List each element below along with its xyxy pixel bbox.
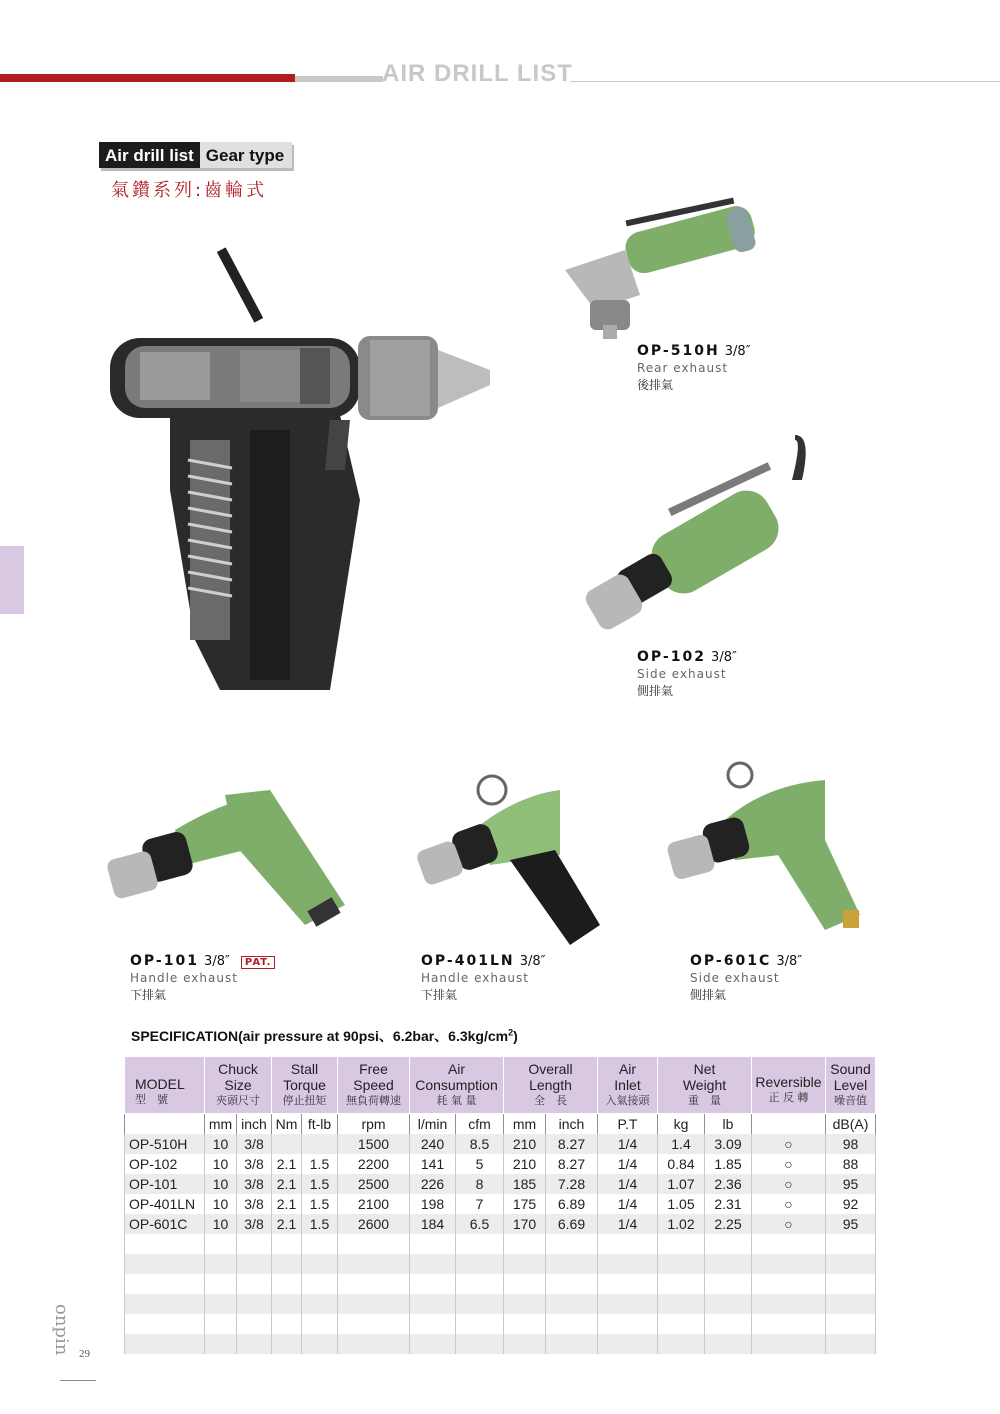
table-row bbox=[125, 1214, 876, 1234]
op-510h-caption bbox=[637, 340, 751, 393]
spec-cell: 3/8 bbox=[237, 1194, 272, 1214]
spec-cell: 175 bbox=[504, 1194, 546, 1214]
op-102-caption bbox=[637, 646, 737, 699]
op-102-size: 3/8″ bbox=[711, 650, 737, 665]
spec-cell bbox=[272, 1134, 302, 1154]
table-row bbox=[125, 1174, 876, 1194]
spec-cell: 10 bbox=[205, 1154, 237, 1174]
header-chuck-en2: Size bbox=[224, 1077, 252, 1093]
empty-cell bbox=[658, 1254, 705, 1274]
header-red-bar bbox=[0, 74, 295, 82]
empty-cell bbox=[705, 1274, 752, 1294]
header-sound bbox=[826, 1057, 876, 1114]
empty-cell bbox=[752, 1234, 826, 1254]
empty-cell bbox=[338, 1314, 410, 1334]
spec-cell: ○ bbox=[752, 1154, 826, 1174]
empty-cell bbox=[456, 1254, 504, 1274]
header-inlet-en2: Inlet bbox=[614, 1077, 641, 1093]
header-model bbox=[125, 1057, 205, 1114]
unit-cell bbox=[752, 1114, 826, 1135]
header-sound-en1: Sound bbox=[830, 1061, 871, 1077]
op-601c-model: OP-601C bbox=[690, 953, 772, 969]
empty-cell bbox=[598, 1274, 658, 1294]
spec-title-end: ) bbox=[513, 1028, 518, 1044]
spec-table bbox=[124, 1056, 876, 1354]
op-401ln-image bbox=[410, 765, 610, 950]
empty-cell bbox=[338, 1294, 410, 1314]
op-102-image bbox=[580, 430, 820, 640]
svg-text:onpin: onpin bbox=[51, 1304, 72, 1356]
spec-title-main: SPECIFICATION(air pressure at 90psi、6.2bar、6.3kg/cm bbox=[131, 1028, 509, 1044]
spec-cell: 240 bbox=[410, 1134, 456, 1154]
table-row bbox=[125, 1134, 876, 1154]
spec-cell: ○ bbox=[752, 1134, 826, 1154]
empty-cell bbox=[546, 1234, 598, 1254]
empty-cell bbox=[752, 1294, 826, 1314]
empty-row bbox=[125, 1314, 876, 1334]
empty-cell bbox=[456, 1314, 504, 1334]
spec-cell: 1/4 bbox=[598, 1174, 658, 1194]
op-101-image bbox=[105, 785, 355, 935]
spec-cell: 1500 bbox=[338, 1134, 410, 1154]
header-reversible-en: Reversible bbox=[755, 1074, 822, 1090]
spec-cell: 10 bbox=[205, 1134, 237, 1154]
spec-cell: ○ bbox=[752, 1194, 826, 1214]
empty-cell bbox=[504, 1294, 546, 1314]
unit-cell: mm bbox=[504, 1114, 546, 1135]
empty-cell bbox=[705, 1294, 752, 1314]
op-401ln-exhaust-en: Handle exhaust bbox=[421, 971, 529, 985]
empty-row bbox=[125, 1334, 876, 1354]
header-rule bbox=[570, 81, 1000, 82]
empty-cell bbox=[546, 1274, 598, 1294]
header-sound-en2: Level bbox=[833, 1077, 868, 1093]
op-601c-size: 3/8″ bbox=[776, 954, 803, 969]
spec-cell: 6.69 bbox=[546, 1214, 598, 1234]
empty-cell bbox=[272, 1334, 302, 1354]
empty-cell bbox=[237, 1234, 272, 1254]
spec-header-row bbox=[125, 1057, 876, 1114]
op-601c-caption bbox=[690, 950, 802, 1003]
section-label bbox=[99, 142, 292, 168]
op-601c-exhaust-cn: 側排氣 bbox=[690, 988, 727, 1002]
spec-cell: 2.1 bbox=[272, 1194, 302, 1214]
op-510h-image bbox=[555, 190, 765, 340]
cutaway-drill-image bbox=[100, 240, 500, 700]
empty-cell bbox=[826, 1254, 876, 1274]
spec-cell: 2500 bbox=[338, 1174, 410, 1194]
unit-cell: mm bbox=[205, 1114, 237, 1135]
empty-cell bbox=[658, 1274, 705, 1294]
spec-cell: 1.05 bbox=[658, 1194, 705, 1214]
empty-cell bbox=[504, 1274, 546, 1294]
empty-cell bbox=[705, 1334, 752, 1354]
empty-cell bbox=[705, 1254, 752, 1274]
spec-cell: 3/8 bbox=[237, 1174, 272, 1194]
spec-cell: 2100 bbox=[338, 1194, 410, 1214]
empty-row bbox=[125, 1234, 876, 1254]
empty-cell bbox=[125, 1274, 205, 1294]
empty-cell bbox=[826, 1314, 876, 1334]
spec-cell: 1.02 bbox=[658, 1214, 705, 1234]
empty-cell bbox=[302, 1234, 338, 1254]
empty-cell bbox=[205, 1334, 237, 1354]
empty-cell bbox=[598, 1314, 658, 1334]
empty-cell bbox=[410, 1254, 456, 1274]
spec-cell: 184 bbox=[410, 1214, 456, 1234]
spec-cell: 2.1 bbox=[272, 1154, 302, 1174]
unit-cell: ft-lb bbox=[302, 1114, 338, 1135]
header-inlet-en1: Air bbox=[618, 1061, 637, 1077]
spec-cell: 3/8 bbox=[237, 1134, 272, 1154]
header-weight-en2: Weight bbox=[682, 1077, 727, 1093]
spec-cell: 2200 bbox=[338, 1154, 410, 1174]
spec-cell bbox=[302, 1134, 338, 1154]
model-cell: OP-102 bbox=[125, 1154, 205, 1174]
unit-cell: rpm bbox=[338, 1114, 410, 1135]
section-label-light: Gear type bbox=[200, 142, 292, 168]
header-weight-en1: Net bbox=[693, 1061, 716, 1077]
op-102-model: OP-102 bbox=[637, 649, 706, 665]
spec-title bbox=[131, 1026, 518, 1046]
empty-cell bbox=[237, 1294, 272, 1314]
spec-cell: 1/4 bbox=[598, 1194, 658, 1214]
empty-cell bbox=[338, 1334, 410, 1354]
empty-cell bbox=[456, 1274, 504, 1294]
empty-cell bbox=[272, 1314, 302, 1334]
spec-cell: 3/8 bbox=[237, 1154, 272, 1174]
spec-cell: 95 bbox=[826, 1214, 876, 1234]
header-length-cn: 全 長 bbox=[534, 1094, 567, 1107]
op-101-model: OP-101 bbox=[130, 953, 199, 969]
empty-row bbox=[125, 1274, 876, 1294]
empty-cell bbox=[598, 1234, 658, 1254]
op-510h-model: OP-510H bbox=[637, 343, 720, 359]
unit-cell: cfm bbox=[456, 1114, 504, 1135]
page-number: 29 bbox=[79, 1348, 90, 1360]
unit-cell: inch bbox=[237, 1114, 272, 1135]
spec-cell: 8.27 bbox=[546, 1154, 598, 1174]
empty-cell bbox=[272, 1274, 302, 1294]
op-101-exhaust-en: Handle exhaust bbox=[130, 971, 238, 985]
spec-cell: 10 bbox=[205, 1214, 237, 1234]
table-row bbox=[125, 1154, 876, 1174]
empty-cell bbox=[504, 1254, 546, 1274]
spec-cell: 198 bbox=[410, 1194, 456, 1214]
empty-cell bbox=[125, 1314, 205, 1334]
spec-cell: 141 bbox=[410, 1154, 456, 1174]
header-model-cn: 型 號 bbox=[135, 1093, 168, 1106]
empty-cell bbox=[125, 1294, 205, 1314]
empty-cell bbox=[546, 1294, 598, 1314]
header-chuck bbox=[205, 1057, 272, 1114]
spec-cell: 7.28 bbox=[546, 1174, 598, 1194]
empty-cell bbox=[237, 1254, 272, 1274]
empty-cell bbox=[205, 1314, 237, 1334]
spec-cell: 3/8 bbox=[237, 1214, 272, 1234]
header-chuck-en1: Chuck bbox=[218, 1061, 258, 1077]
empty-cell bbox=[205, 1294, 237, 1314]
spec-cell: 10 bbox=[205, 1194, 237, 1214]
spec-cell: 98 bbox=[826, 1134, 876, 1154]
empty-cell bbox=[410, 1334, 456, 1354]
empty-cell bbox=[504, 1334, 546, 1354]
header-inlet bbox=[598, 1057, 658, 1114]
spec-cell: ○ bbox=[752, 1214, 826, 1234]
empty-cell bbox=[658, 1314, 705, 1334]
empty-cell bbox=[410, 1314, 456, 1334]
header-weight-cn: 重 量 bbox=[688, 1094, 721, 1107]
header-speed-en1: Free bbox=[359, 1061, 388, 1077]
spec-cell: 2.25 bbox=[705, 1214, 752, 1234]
header-inlet-cn: 入氣接頭 bbox=[605, 1094, 650, 1107]
spec-cell: 92 bbox=[826, 1194, 876, 1214]
empty-cell bbox=[752, 1274, 826, 1294]
op-101-size: 3/8″ bbox=[204, 954, 230, 969]
empty-cell bbox=[598, 1294, 658, 1314]
spec-cell: 1.85 bbox=[705, 1154, 752, 1174]
spec-cell: 226 bbox=[410, 1174, 456, 1194]
spec-cell: 1.07 bbox=[658, 1174, 705, 1194]
unit-cell: P.T bbox=[598, 1114, 658, 1135]
header-air-en1: Air bbox=[447, 1061, 466, 1077]
unit-cell: dB(A) bbox=[826, 1114, 876, 1135]
spec-cell: 2.36 bbox=[705, 1174, 752, 1194]
empty-cell bbox=[705, 1314, 752, 1334]
header-air-cn: 耗 氣 量 bbox=[436, 1094, 477, 1107]
spec-cell: 170 bbox=[504, 1214, 546, 1234]
header-gray-bar bbox=[295, 76, 383, 82]
header-torque bbox=[272, 1057, 338, 1114]
op-401ln-caption bbox=[421, 950, 545, 1003]
op-101-exhaust-cn: 下排氣 bbox=[130, 988, 167, 1002]
header-length bbox=[504, 1057, 598, 1114]
empty-cell bbox=[504, 1314, 546, 1334]
op-102-exhaust-cn: 側排氣 bbox=[637, 684, 674, 698]
empty-cell bbox=[125, 1254, 205, 1274]
spec-cell: 8.27 bbox=[546, 1134, 598, 1154]
spec-cell: 7 bbox=[456, 1194, 504, 1214]
header-chuck-cn: 夾頭尺寸 bbox=[216, 1094, 260, 1107]
empty-cell bbox=[205, 1254, 237, 1274]
units-row bbox=[125, 1114, 876, 1135]
patent-badge: PAT. bbox=[241, 956, 275, 969]
empty-cell bbox=[302, 1334, 338, 1354]
empty-cell bbox=[205, 1274, 237, 1294]
unit-cell: lb bbox=[705, 1114, 752, 1135]
op-601c-image bbox=[665, 760, 875, 935]
empty-cell bbox=[237, 1314, 272, 1334]
spec-cell: 2600 bbox=[338, 1214, 410, 1234]
empty-cell bbox=[546, 1314, 598, 1334]
spec-cell: 2.31 bbox=[705, 1194, 752, 1214]
spec-cell: 5 bbox=[456, 1154, 504, 1174]
spec-cell: 185 bbox=[504, 1174, 546, 1194]
empty-cell bbox=[598, 1334, 658, 1354]
units-spacer bbox=[125, 1114, 205, 1135]
spec-cell: 6.5 bbox=[456, 1214, 504, 1234]
header-length-en2: Length bbox=[529, 1077, 572, 1093]
model-cell: OP-101 bbox=[125, 1174, 205, 1194]
empty-cell bbox=[658, 1234, 705, 1254]
spec-cell: 210 bbox=[504, 1154, 546, 1174]
model-cell: OP-601C bbox=[125, 1214, 205, 1234]
header-reversible-cn: 正 反 轉 bbox=[768, 1091, 809, 1104]
op-401ln-size: 3/8″ bbox=[519, 954, 546, 969]
empty-cell bbox=[752, 1314, 826, 1334]
empty-cell bbox=[456, 1234, 504, 1254]
empty-cell bbox=[410, 1234, 456, 1254]
empty-cell bbox=[456, 1334, 504, 1354]
header-torque-cn: 停止扭矩 bbox=[282, 1094, 327, 1107]
empty-cell bbox=[272, 1294, 302, 1314]
empty-cell bbox=[752, 1254, 826, 1274]
empty-cell bbox=[658, 1334, 705, 1354]
unit-cell: kg bbox=[658, 1114, 705, 1135]
unit-cell: inch bbox=[546, 1114, 598, 1135]
empty-cell bbox=[338, 1274, 410, 1294]
op-102-exhaust-en: Side exhaust bbox=[637, 667, 727, 681]
empty-cell bbox=[338, 1254, 410, 1274]
header-model-en: MODEL bbox=[135, 1076, 185, 1092]
model-cell: OP-401LN bbox=[125, 1194, 205, 1214]
empty-cell bbox=[302, 1294, 338, 1314]
empty-cell bbox=[237, 1334, 272, 1354]
spec-cell: 6.89 bbox=[546, 1194, 598, 1214]
empty-cell bbox=[705, 1234, 752, 1254]
spec-cell: 1.5 bbox=[302, 1194, 338, 1214]
side-tab bbox=[0, 546, 24, 614]
empty-cell bbox=[338, 1234, 410, 1254]
spec-cell: 10 bbox=[205, 1174, 237, 1194]
empty-cell bbox=[302, 1274, 338, 1294]
empty-cell bbox=[410, 1294, 456, 1314]
empty-cell bbox=[272, 1254, 302, 1274]
spec-body bbox=[125, 1114, 876, 1355]
empty-cell bbox=[125, 1334, 205, 1354]
unit-cell: l/min bbox=[410, 1114, 456, 1135]
header-air bbox=[410, 1057, 504, 1114]
spec-cell: 2.1 bbox=[272, 1214, 302, 1234]
empty-cell bbox=[272, 1234, 302, 1254]
empty-cell bbox=[205, 1234, 237, 1254]
op-510h-size: 3/8″ bbox=[724, 344, 751, 359]
op-601c-exhaust-en: Side exhaust bbox=[690, 971, 780, 985]
header-speed bbox=[338, 1057, 410, 1114]
page-title: AIR DRILL LIST bbox=[382, 60, 573, 87]
empty-cell bbox=[546, 1334, 598, 1354]
op-510h-exhaust-en: Rear exhaust bbox=[637, 361, 729, 375]
empty-cell bbox=[826, 1294, 876, 1314]
spec-cell: 8.5 bbox=[456, 1134, 504, 1154]
empty-cell bbox=[302, 1314, 338, 1334]
empty-cell bbox=[598, 1254, 658, 1274]
header-speed-en2: Speed bbox=[353, 1077, 394, 1093]
spec-title-sup: 2 bbox=[508, 1027, 514, 1038]
spec-cell: 210 bbox=[504, 1134, 546, 1154]
spec-cell: 1.5 bbox=[302, 1214, 338, 1234]
header-sound-cn: 噪音值 bbox=[834, 1094, 867, 1107]
empty-cell bbox=[546, 1254, 598, 1274]
empty-row bbox=[125, 1254, 876, 1274]
op-101-caption bbox=[130, 950, 275, 1003]
empty-cell bbox=[826, 1274, 876, 1294]
model-cell: OP-510H bbox=[125, 1134, 205, 1154]
empty-cell bbox=[504, 1234, 546, 1254]
empty-cell bbox=[658, 1294, 705, 1314]
header-length-en1: Overall bbox=[528, 1061, 573, 1077]
footer-rule bbox=[60, 1380, 96, 1381]
section-label-chinese: 氣鑽系列:齒輪式 bbox=[111, 180, 268, 201]
spec-cell: 3.09 bbox=[705, 1134, 752, 1154]
spec-cell: 1.5 bbox=[302, 1154, 338, 1174]
empty-cell bbox=[410, 1274, 456, 1294]
op-401ln-model: OP-401LN bbox=[421, 953, 515, 969]
header-speed-cn: 無負荷轉速 bbox=[346, 1094, 401, 1107]
spec-cell: 8 bbox=[456, 1174, 504, 1194]
empty-cell bbox=[456, 1294, 504, 1314]
table-row bbox=[125, 1194, 876, 1214]
spec-cell: 1.5 bbox=[302, 1174, 338, 1194]
spec-cell: ○ bbox=[752, 1174, 826, 1194]
spec-cell: 1.4 bbox=[658, 1134, 705, 1154]
unit-cell: Nm bbox=[272, 1114, 302, 1135]
empty-cell bbox=[826, 1234, 876, 1254]
brand-logo bbox=[46, 1300, 76, 1382]
spec-cell: 1/4 bbox=[598, 1214, 658, 1234]
empty-cell bbox=[752, 1334, 826, 1354]
empty-row bbox=[125, 1294, 876, 1314]
header-reversible bbox=[752, 1057, 826, 1114]
spec-cell: 88 bbox=[826, 1154, 876, 1174]
op-401ln-exhaust-cn: 下排氣 bbox=[421, 988, 458, 1002]
spec-cell: 1/4 bbox=[598, 1134, 658, 1154]
header-torque-en1: Stall bbox=[290, 1061, 319, 1077]
op-510h-exhaust-cn: 後排氣 bbox=[637, 378, 674, 392]
spec-cell: 0.84 bbox=[658, 1154, 705, 1174]
empty-cell bbox=[125, 1234, 205, 1254]
header-weight bbox=[658, 1057, 752, 1114]
spec-cell: 1/4 bbox=[598, 1154, 658, 1174]
spec-cell: 2.1 bbox=[272, 1174, 302, 1194]
header-torque-en2: Torque bbox=[283, 1077, 326, 1093]
empty-cell bbox=[826, 1334, 876, 1354]
empty-cell bbox=[302, 1254, 338, 1274]
section-label-dark: Air drill list bbox=[99, 142, 200, 168]
empty-cell bbox=[237, 1274, 272, 1294]
header-air-en2: Consumption bbox=[415, 1077, 498, 1093]
spec-cell: 95 bbox=[826, 1174, 876, 1194]
